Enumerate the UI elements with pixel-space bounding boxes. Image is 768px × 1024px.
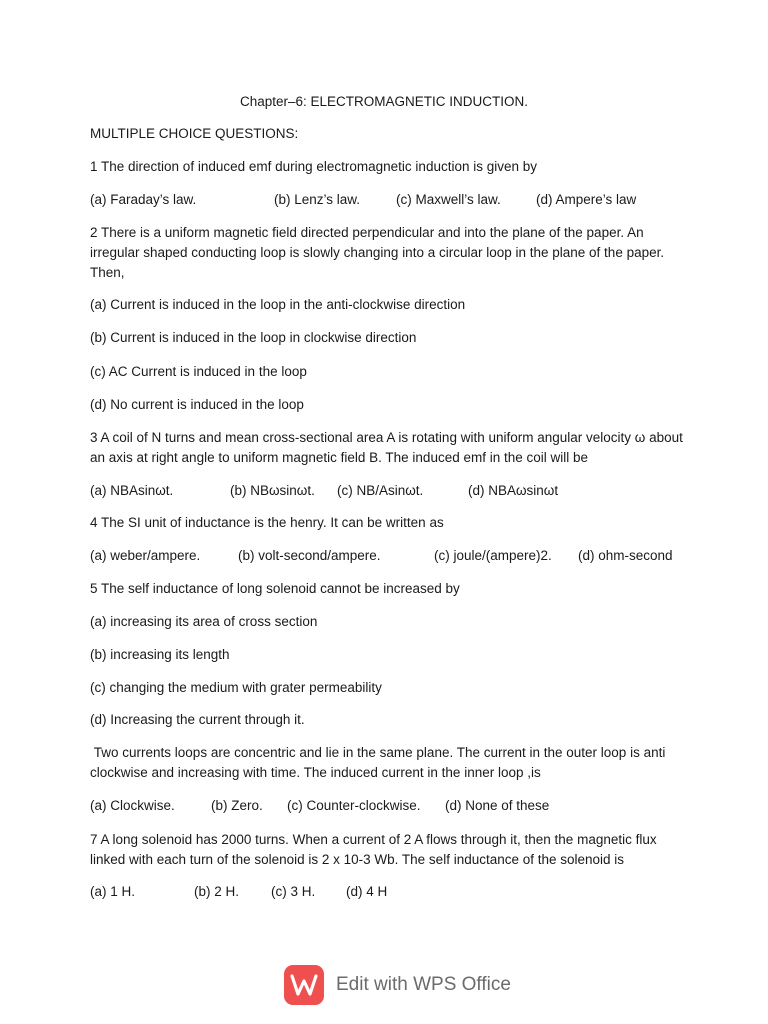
wps-edit-label[interactable]: Edit with WPS Office	[336, 974, 511, 995]
q7-option-a: (a) 1 H.	[90, 884, 136, 899]
q3-option-a: (a) NBAsinωt.	[90, 483, 174, 498]
q4-option-d: (d) ohm-second	[578, 548, 673, 563]
chapter-title: Chapter–6: ELECTROMAGNETIC INDUCTION.	[239, 94, 529, 109]
q7-option-c: (c) 3 H.	[271, 884, 316, 899]
section-heading: MULTIPLE CHOICE QUESTIONS:	[90, 126, 299, 141]
q6-option-c: (c) Counter-clockwise.	[287, 798, 421, 813]
question-6: Two currents loops are concentric and lie in the same plane. The current in the outer loop is anti clockwise and increasing with time. The induced current in the inner loop ,is	[90, 745, 670, 780]
question-7: 7 A long solenoid has 2000 turns. When a current of 2 A flows through it, then the magnetic flux linked with each turn of the solenoid is 2 x 10-3 Wb. The self inductance of the solenoid is	[90, 832, 657, 867]
question-4: 4 The SI unit of inductance is the henry. It can be written as	[90, 515, 444, 530]
wps-logo-icon	[284, 965, 324, 1005]
q4-option-a: (a) weber/ampere.	[90, 548, 201, 563]
q7-option-d: (d) 4 H	[346, 884, 388, 899]
q5-option-d: (d) Increasing the current through it.	[90, 712, 305, 727]
q5-option-c: (c) changing the medium with grater permeability	[90, 680, 382, 695]
q3-option-b: (b) NBωsinωt.	[230, 483, 315, 498]
q2-option-b: (b) Current is induced in the loop in clockwise direction	[90, 330, 417, 345]
q1-option-d: (d) Ampere’s law	[536, 192, 637, 207]
question-1: 1 The direction of induced emf during electromagnetic induction is given by	[90, 159, 538, 174]
q2-option-a: (a) Current is induced in the loop in the anti-clockwise direction	[90, 297, 466, 312]
q7-option-b: (b) 2 H.	[194, 884, 240, 899]
q6-option-b: (b) Zero.	[211, 798, 263, 813]
q6-option-d: (d) None of these	[445, 798, 550, 813]
q3-option-c: (c) NB/Asinωt.	[337, 483, 424, 498]
q1-option-c: (c) Maxwell’s law.	[396, 192, 501, 207]
q4-option-b: (b) volt-second/ampere.	[238, 548, 381, 563]
q1-option-b: (b) Lenz’s law.	[274, 192, 361, 207]
q1-option-a: (a) Faraday’s law.	[90, 192, 197, 207]
q5-option-b: (b) increasing its length	[90, 647, 230, 662]
q5-option-a: (a) increasing its area of cross section	[90, 614, 318, 629]
question-3: 3 A coil of N turns and mean cross-sectional area A is rotating with uniform angular velocity ω about an axis at right angle to uniform magnetic field B. The induced emf in the coil will be	[90, 430, 683, 465]
q2-option-c: (c) AC Current is induced in the loop	[90, 364, 307, 379]
q4-option-c: (c) joule/(ampere)2.	[434, 548, 552, 563]
question-5: 5 The self inductance of long solenoid cannot be increased by	[90, 581, 460, 596]
question-2: 2 There is a uniform magnetic field directed perpendicular and into the plane of the paper. An irregular shaped conducting loop is slowly changing into a circular loop in the plane of the paper. Then,	[90, 225, 665, 280]
q6-option-a: (a) Clockwise.	[90, 798, 175, 813]
wps-w-glyph-icon	[290, 973, 318, 997]
wps-edit-banner[interactable]	[284, 965, 524, 1009]
q3-option-d: (d) NBAωsinωt	[468, 483, 559, 498]
q2-option-d: (d) No current is induced in the loop	[90, 397, 304, 412]
